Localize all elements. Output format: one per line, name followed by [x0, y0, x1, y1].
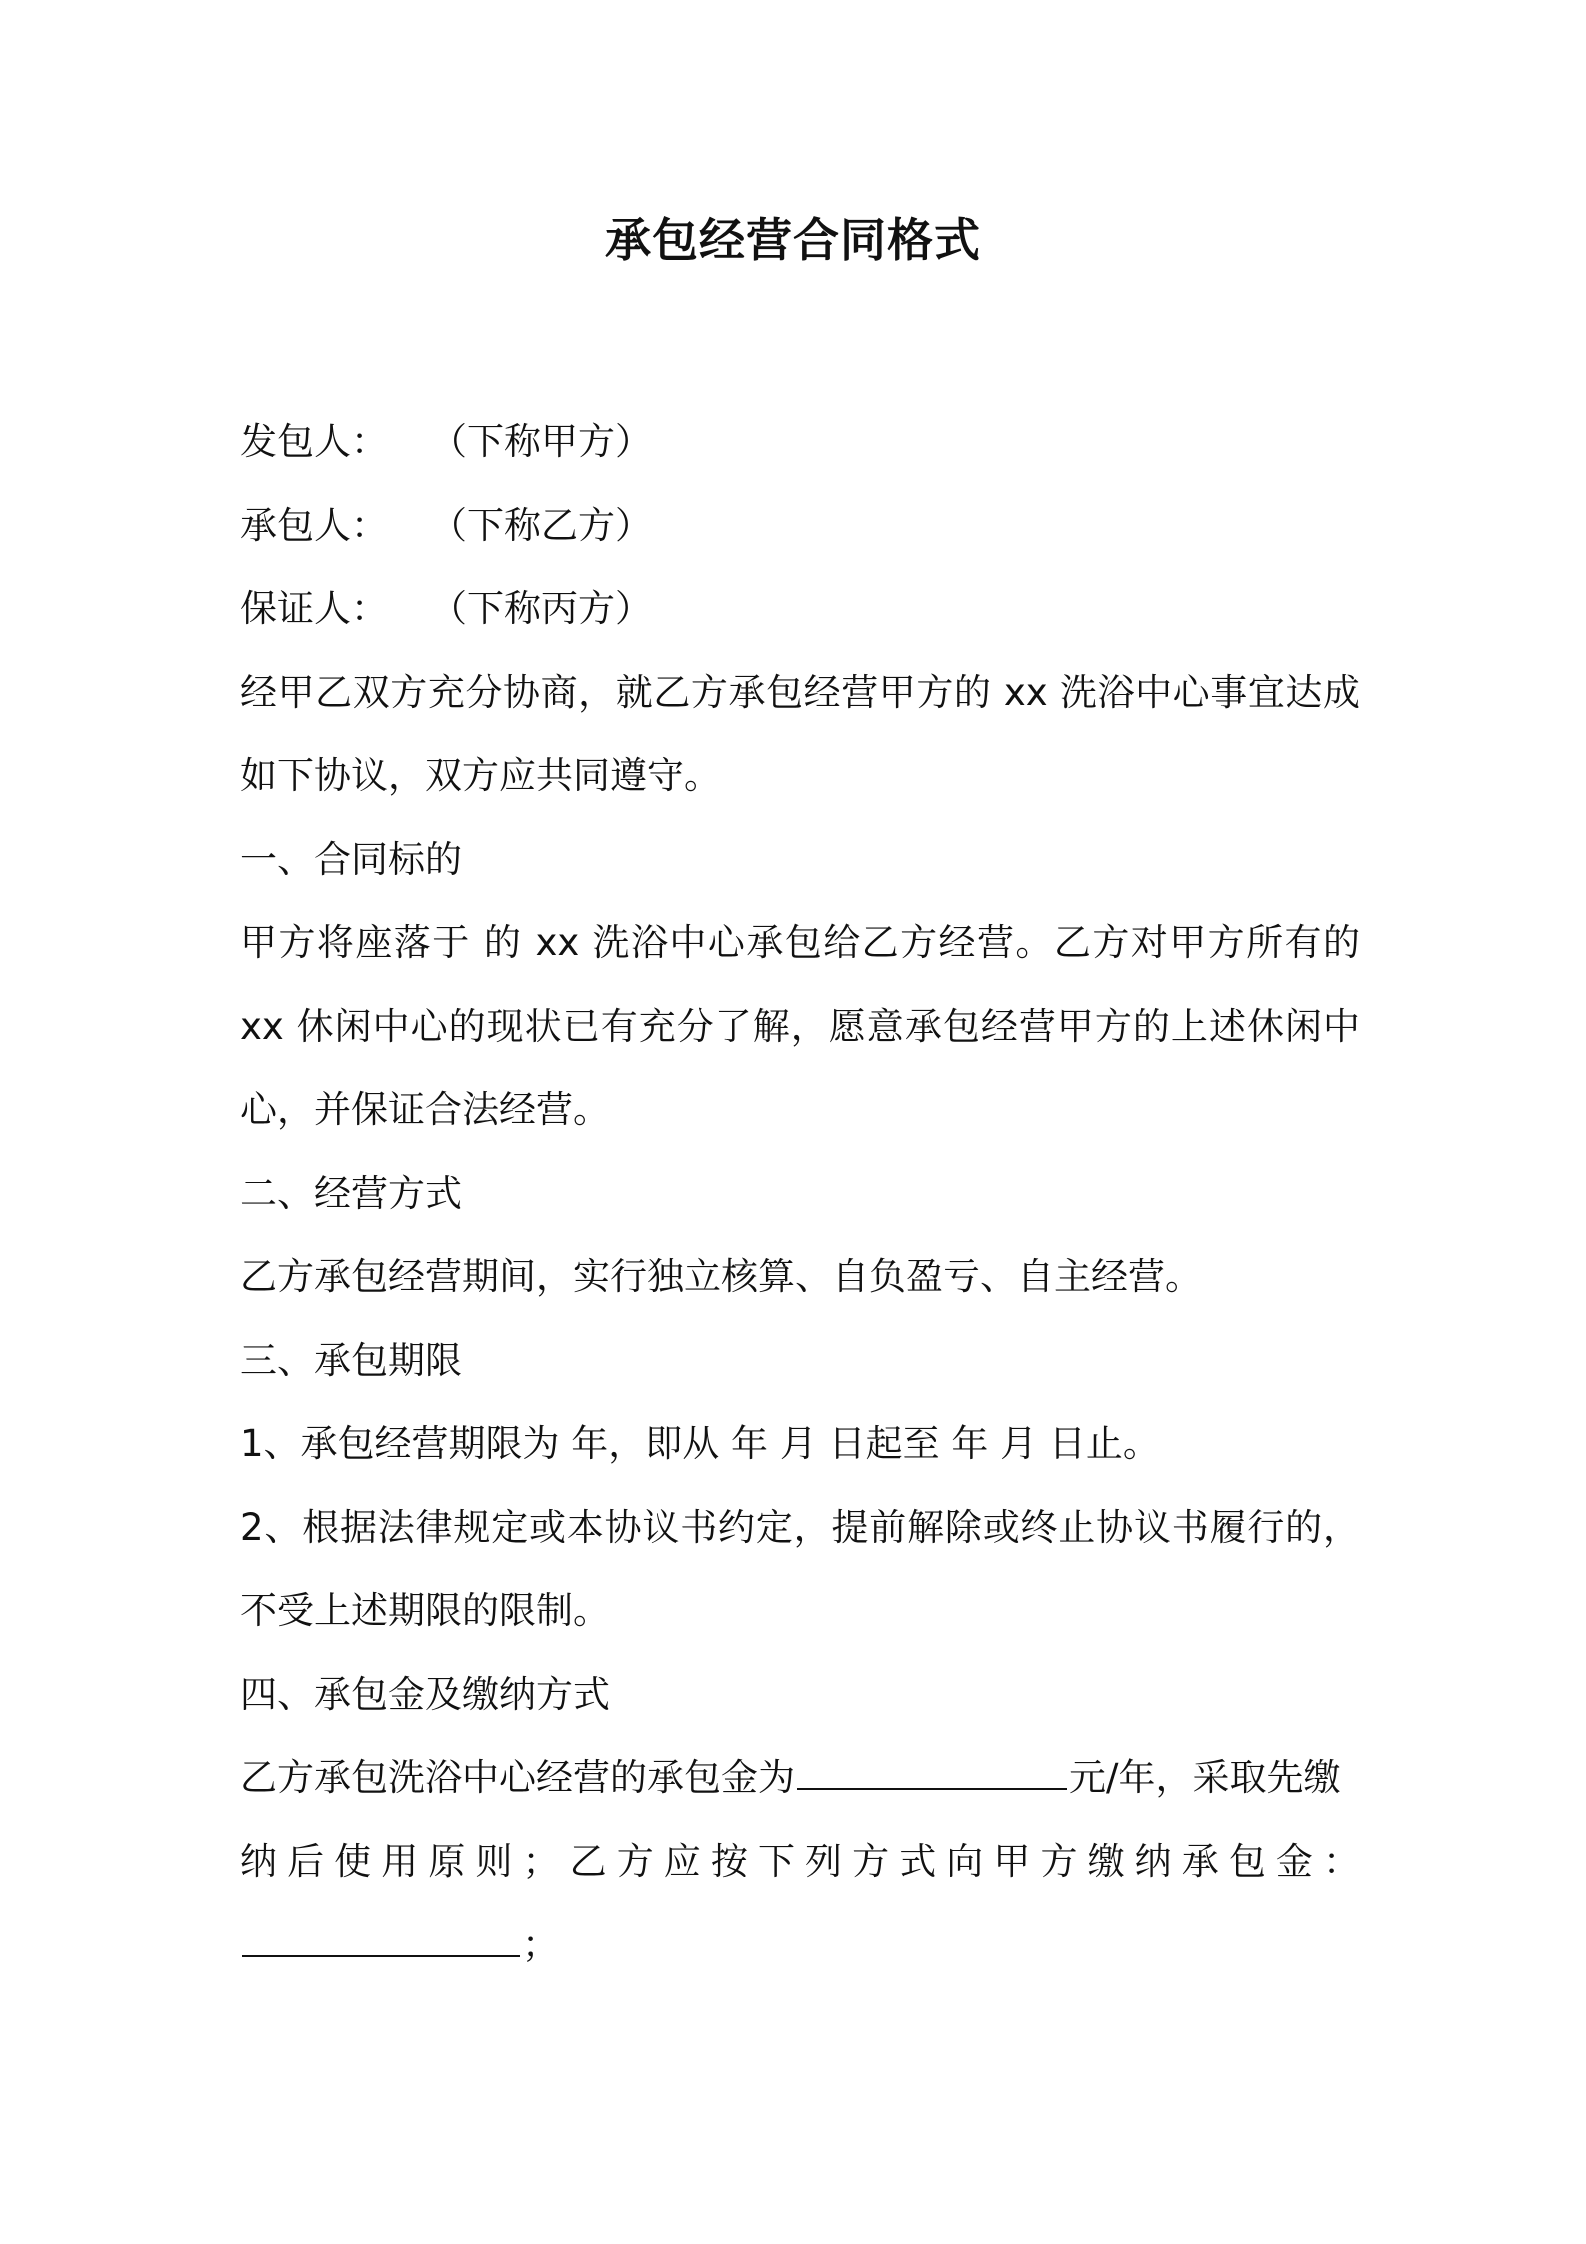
party-label: 发包人： — [240, 420, 388, 463]
section-heading: 四、承包金及缴纳方式 — [240, 1672, 610, 1716]
section-heading: 三、承包期限 — [240, 1338, 462, 1382]
paragraph-line: 不受上述期限的限制。 — [240, 1589, 610, 1632]
party-row — [240, 484, 1360, 568]
party-row — [240, 567, 1360, 651]
paragraph-line: 1、承包经营期限为 年，即从 年 月 日起至 年 月 日止。 — [240, 1422, 1160, 1465]
paragraph-line: 甲方将座落于 的 xx 洗浴中心承包给乙方经营。乙方对甲方所有的 — [240, 921, 1360, 964]
paragraph-line: 乙方承包经营期间，实行独立核算、自负盈亏、自主经营。 — [240, 1255, 1202, 1298]
section-heading: 一、合同标的 — [240, 837, 462, 881]
paragraph-line: 2、根据法律规定或本协议书约定，提前解除或终止协议书履行的， — [240, 1505, 1360, 1549]
fill-in-blank — [242, 1913, 520, 1957]
paragraph-line: 心，并保证合法经营。 — [240, 1088, 610, 1131]
document-title: 承包经营合同格式 — [605, 213, 981, 267]
fill-in-blank — [797, 1746, 1067, 1790]
party-row — [240, 400, 1360, 484]
paragraph-line: 如下协议，双方应共同遵守。 — [240, 754, 721, 797]
paragraph-line — [240, 1736, 1360, 1820]
paragraph-line: xx 休闲中心的现状已有充分了解，愿意承包经营甲方的上述休闲中 — [240, 1004, 1360, 1048]
party-note: （下称丙方） — [430, 587, 652, 630]
paragraph-line: 经甲乙双方充分协商，就乙方承包经营甲方的 xx 洗浴中心事宜达成 — [240, 670, 1360, 714]
party-note: （下称乙方） — [430, 503, 652, 547]
text-segment: 乙方承包洗浴中心经营的承包金为 — [240, 1756, 795, 1799]
party-note: （下称甲方） — [430, 420, 652, 463]
party-label: 保证人： — [240, 587, 388, 630]
party-label: 承包人： — [240, 503, 388, 547]
text-segment: ； — [522, 1923, 559, 1966]
text-segment: 元/年，采取先缴 — [1069, 1756, 1341, 1799]
paragraph-line — [240, 1903, 1360, 1987]
document-body — [240, 400, 1360, 1987]
paragraph-line: 纳后使用原则；乙方应按下列方式向甲方缴纳承包金： — [240, 1839, 1360, 1883]
section-heading: 二、经营方式 — [240, 1171, 462, 1215]
